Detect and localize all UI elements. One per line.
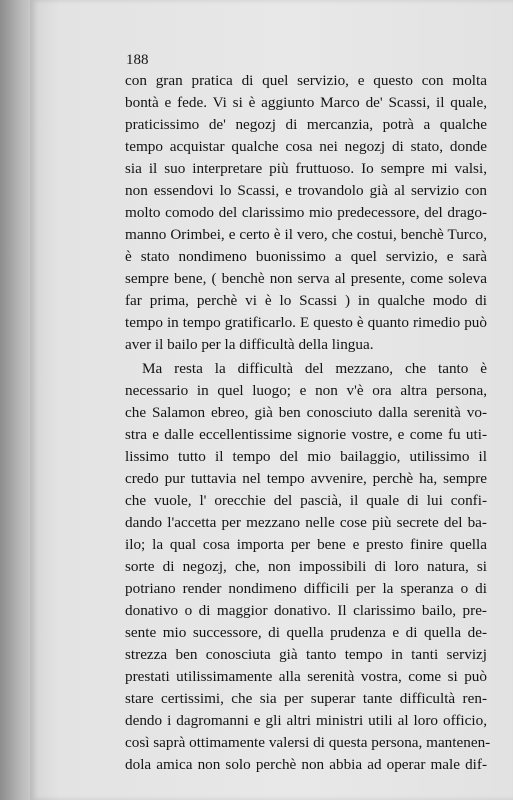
text-line: è stato nondimeno buonissimo a quel servizio, e sarà [125, 248, 487, 265]
text-line: prestati utilissimamente alla serenità vostra, come si può [125, 668, 487, 685]
text-line: potriano render nondimeno difficili per la speranza o di [125, 580, 487, 597]
page-number: 188 [126, 52, 149, 68]
text-line: donativo o di maggior donativo. Il clarissimo bailo, pre- [125, 602, 487, 619]
text-line: Ma resta la difficultà del mezzano, che tanto è [142, 360, 487, 377]
text-line: ilo; la qual cosa importa per bene e presto finire quella [125, 536, 487, 553]
text-line: così saprà ottimamente valersi di questa persona, mantenen- [125, 734, 491, 751]
text-line: sempre bene, ( benchè non serva al presente, come soleva [125, 270, 487, 287]
text-line: con gran pratica di quel servizio, e questo con molta [125, 72, 487, 89]
text-line: sia il suo interpretare più fruttuoso. Io sempre mi valsi, [125, 160, 487, 177]
text-line: stare certissimi, che sia per superar tante difficultà ren- [125, 690, 487, 707]
text-line: manno Orimbei, e certo è il vero, che costui, benchè Turco, [125, 226, 487, 243]
text-line: sorte di negozj, che, non impossibili di loro natura, si [125, 558, 487, 575]
text-line: che Salamon ebreo, già ben conosciuto dalla serenità vo- [125, 404, 487, 421]
text-line: dendo i dagromanni e gli altri ministri utili al loro officio, [125, 712, 487, 729]
text-line: dola amica non solo perchè non abbia ad operar male dif- [125, 756, 487, 773]
text-line: dando l'accetta per mezzano nelle cose più secrete del ba- [125, 514, 487, 531]
text-line: stra e dalle eccellentissime signorie vostre, e come fu uti- [125, 426, 487, 443]
text-line: necessario in quel luogo; e non v'è ora altra persona, [125, 382, 487, 399]
text-line: che vuole, l' orecchie del pascià, il quale di lui confi- [125, 492, 487, 509]
text-line: strezza ben conosciuta già tanto tempo in tanti servizj [125, 646, 487, 663]
text-line: far prima, perchè vi è lo Scassi ) in qualche modo di [125, 292, 487, 309]
text-line: molto comodo del clarissimo mio predecessore, del drago- [125, 204, 487, 221]
text-line: lissimo tutto il tempo del mio bailaggio, utilissimo il [125, 448, 487, 465]
text-line: tempo acquistar qualche cosa nei negozj di stato, donde [125, 138, 487, 155]
text-line: sente mio successore, di quella prudenza e di quella de- [125, 624, 487, 641]
text-line: non essendovi lo Scassi, e trovandolo già al servizio con [125, 182, 487, 199]
text-line: credo pur tuttavia nel tempo avvenire, perchè ha, sempre [125, 470, 487, 487]
text-line: praticissimo de' negozj di mercanzia, potrà a qualche [125, 116, 487, 133]
text-line: tempo in tempo gratificarlo. E questo è quanto rimedio può [125, 314, 487, 331]
text-line: bontà e fede. Vi si è aggiunto Marco de' Scassi, il quale, [125, 94, 487, 111]
text-line: aver il bailo per la difficultà della lingua. [125, 336, 374, 353]
